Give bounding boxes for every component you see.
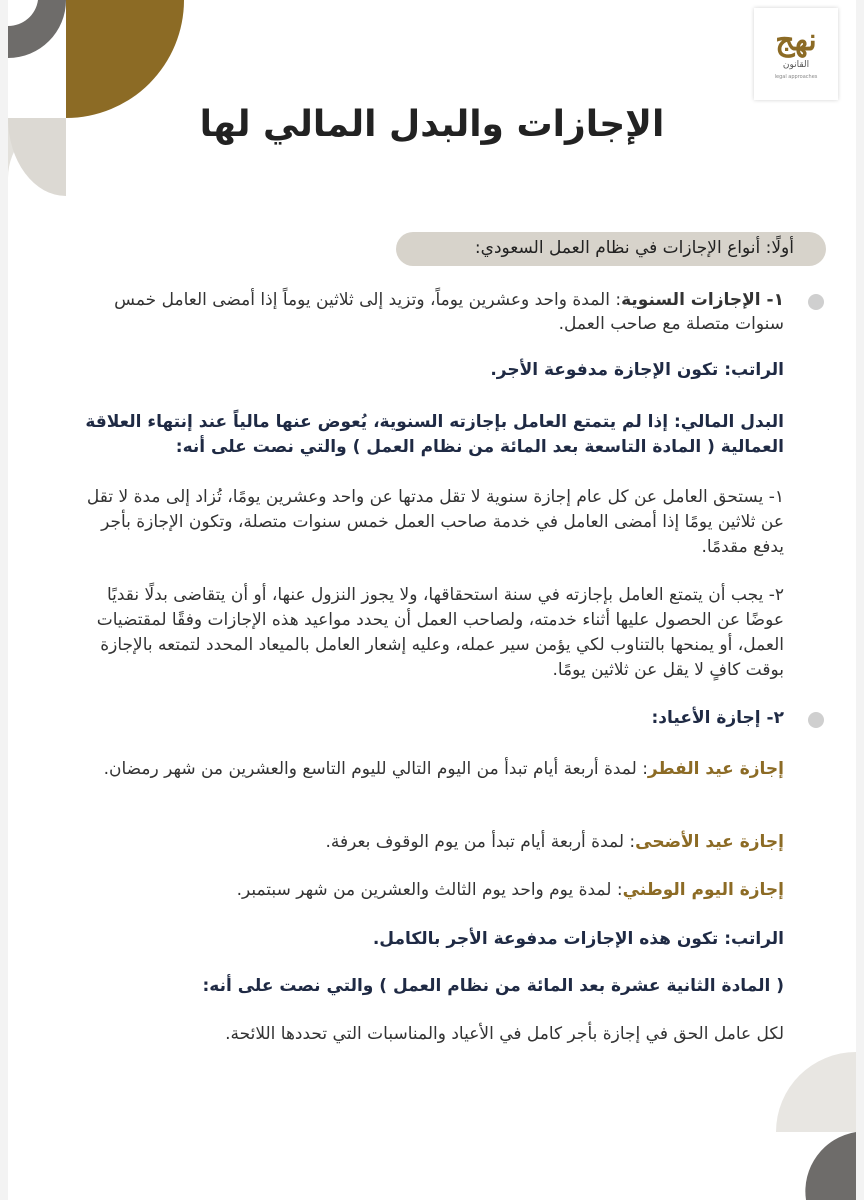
- adha-paragraph: [79, 830, 784, 854]
- fitr-label: إجازة عيد الفطر: [647, 759, 784, 779]
- logo: [754, 8, 838, 100]
- corner-decoration-bottom: [776, 1040, 856, 1200]
- fitr-text: : لمدة أربعة أيام تبدأ من اليوم التالي لليوم التاسع والعشرين من شهر رمضان.: [103, 759, 648, 779]
- logo-english-text: legal approaches: [774, 74, 818, 80]
- corner-decoration-top: [8, 0, 188, 200]
- adha-label: إجازة عيد الأضحى: [635, 832, 784, 852]
- fitr-paragraph: [79, 757, 784, 781]
- page-title: الإجازات والبدل المالي لها: [199, 104, 665, 145]
- logo-main-text: نهج: [775, 23, 817, 58]
- holidays-salary-line: الراتب: تكون هذه الإجازات مدفوعة الأجر بالكامل.: [372, 929, 784, 949]
- article-109-paragraph-2: ٢- يجب أن يتمتع العامل بإجازته في سنة استحقاقها، ولا يجوز النزول عنها، أو أن يتقاضى بدلًا نقديًا عوضًا عن الحصول عليها أثناء خدمته، ولصاحب العمل أن يحدد مواعيد هذه الإجازات وفقًا لمقتضيات العمل، أو يمنحها بالتناوب لكي يؤمن سير عمله، وعليه إشعار العامل بالميعاد المحدد لتمتعه بالإجازة بوقت كافٍ لا يقل عن ثلاثين يومًا.: [96, 585, 784, 680]
- annual-salary-line: الراتب: تكون الإجازة مدفوعة الأجر.: [490, 360, 784, 380]
- holidays-heading: ٢- إجازة الأعياد:: [651, 708, 784, 728]
- national-day-text: : لمدة يوم واحد يوم الثالث والعشرين من شهر سبتمبر.: [236, 880, 623, 900]
- annual-leave-label: ١- الإجازات السنوية: [621, 290, 784, 310]
- annual-leave-paragraph: [64, 288, 784, 336]
- bullet-annual: [808, 294, 824, 310]
- article-112-heading: ( المادة الثانية عشرة بعد المائة من نظام العمل ) والتي نصت على أنه:: [202, 976, 784, 996]
- national-day-paragraph: [79, 878, 784, 902]
- document-page: [8, 0, 856, 1200]
- adha-text: : لمدة أربعة أيام تبدأ من يوم الوقوف بعرفة.: [325, 832, 636, 852]
- bullet-holidays: [808, 712, 824, 728]
- logo-sub-text: القانون: [782, 60, 810, 70]
- annual-leave-text: : المدة واحد وعشرين يوماً، وتزيد إلى ثلاثين يوماً إذا أمضى العامل خمس سنوات متصلة مع صاحب العمل.: [114, 290, 784, 334]
- final-paragraph: لكل عامل الحق في إجازة بأجر كامل في الأعياد والمناسبات التي تحددها اللائحة.: [225, 1024, 784, 1044]
- section-heading: أولًا: أنواع الإجازات في نظام العمل السعودي:: [474, 238, 794, 258]
- article-109-paragraph-1: ١- يستحق العامل عن كل عام إجازة سنوية لا تقل مدتها عن واحد وعشرين يومًا، تُزاد إلى مدة لا تقل عن ثلاثين يومًا إذا أمضى العامل في خدمة صاحب العمل خمس سنوات متصلة، وتكون الإجازة بأجر يدفع مقدمًا.: [86, 487, 784, 557]
- compensation-paragraph: البدل المالي: إذا لم يتمتع العامل بإجازته السنوية، يُعوض عنها مالياً عند إنتهاء العلاقة العمالية ( المادة التاسعة بعد المائة من نظام العمل ) والتي نصت على أنه:: [85, 412, 784, 457]
- national-day-label: إجازة اليوم الوطني: [622, 880, 784, 900]
